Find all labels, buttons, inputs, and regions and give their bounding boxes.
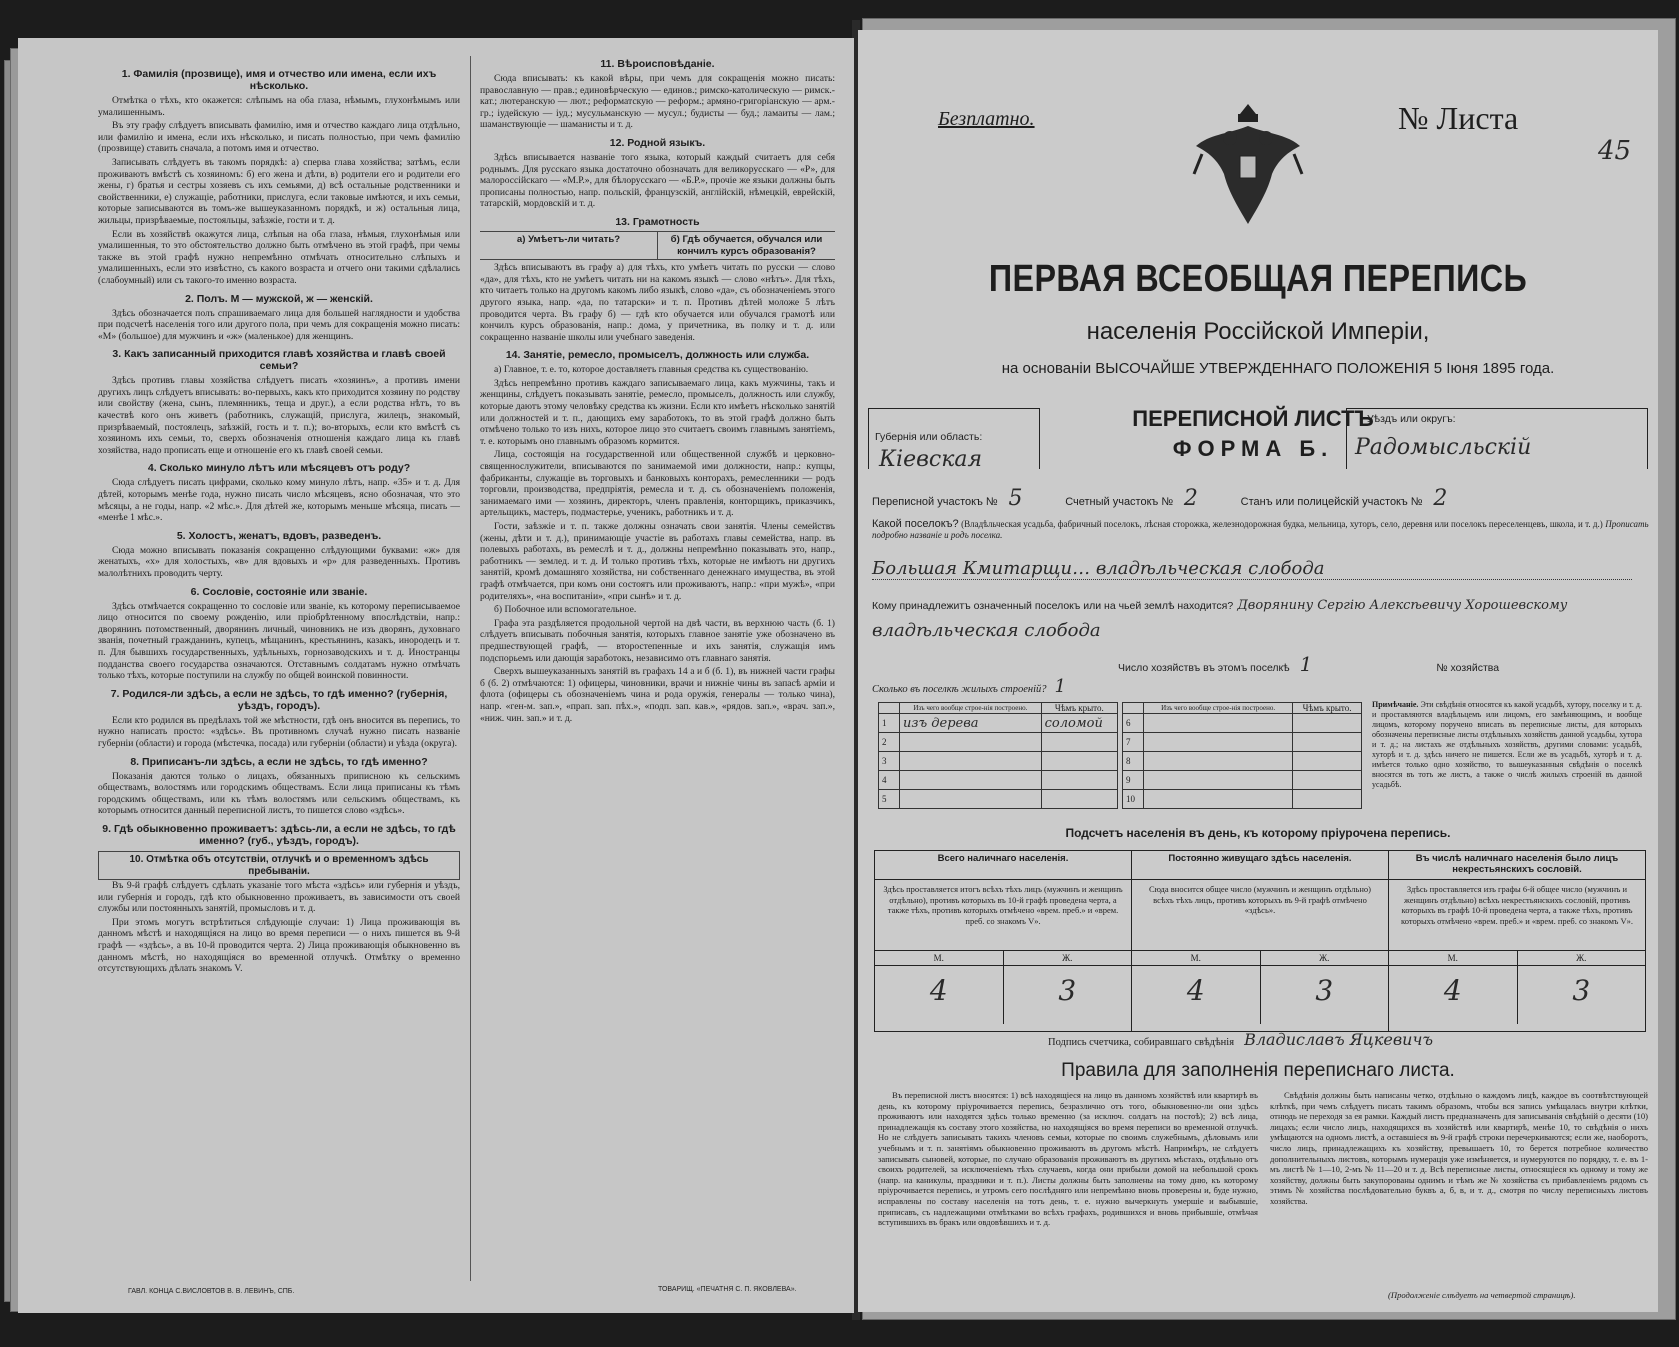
census-subtitle: населенія Россійской Имперіи, <box>1086 318 1430 345</box>
sex-header-row <box>1132 951 1388 966</box>
section-heading: 1. Фамилія (прозвище), имя и отчество или имена, если ихъ нѣсколько. <box>121 68 437 92</box>
households-value[interactable]: 1 <box>1299 652 1313 676</box>
buildings-label: Сколько въ поселкѣ жилыхъ строеній? <box>872 684 1047 695</box>
sex-header-row <box>1389 951 1645 966</box>
rules-right-text: Свѣдѣнія должны быть написаны четко, отдѣльно о каждомъ лицѣ, каждое въ соотвѣтствующей клѣткѣ, при чемъ слѣдуетъ писать такимъ образомъ, чтобы вся запись умѣщалась внутри клѣтки, отнюдь не переходя за ея рамки. Каждый листъ предназначенъ для записыванія свѣдѣній о десяти (10) лицахъ; если число лицъ, находящихся въ хозяйствѣ или квартирѣ, менѣе 10, то свѣдѣнія о нихъ умѣщаются на одномъ листѣ, а оставшіеся въ 9-й графѣ строки перечеркиваются; если же, наоборотъ, число лицъ, принадлежащихъ къ хозяйству, превышаетъ 10, то берется потребное количество дополнительныхъ листовъ, которымъ нумерація уже измѣняется, и нумеруются по порядку, т. е. въ 1-мъ листѣ № 1—10, 2-мъ № 11—20 и т. д. Всѣ переписные листы, относящіеся къ одному и тому же хозяйству, должны быть закупорованы однимъ и тѣмъ же № хозяйства съ прибавленіемъ рядомъ съ этимъ № хозяйства послѣдовательно буквъ а, б, в, и т. д., смотря по числу переписныхъ листовъ хозяйства. <box>1270 1090 1648 1206</box>
signature-value[interactable]: Владиславъ Яцкевичъ <box>1244 1030 1434 1049</box>
instructions-column-1 <box>98 62 460 1272</box>
male-count[interactable]: 4 <box>875 966 1004 1024</box>
rules-title: Правила для заполненія переписнаго листа. <box>1061 1060 1455 1081</box>
section-paragraph: Здѣсь обозначается полъ спрашиваемаго лица для большей наглядности и удобства при подсчетѣ населенія того или другого пола, при чемъ для сокращенія можно писать: «М» (большое) для мужчинъ и «ж» (маленькое) для женщинъ. <box>98 307 460 342</box>
signature-label: Подпись счетчика, собиравшаго свѣдѣнія <box>1048 1037 1235 1048</box>
section-paragraph: Если въ хозяйствѣ окажутся лица, слѣпыя на оба глаза, нѣмыя, глухонѣмыя или умалишенныя, то это обстоятельство должно быть отмѣчено въ этой графѣ, при чемы также въ этой графѣ нужно непремѣнно отмѣчать относительно слѣпыхъ и умалишенныхъ, если это извѣстно, съ какого возраста и отчего они такими сдѣлались (слабоумный) или съ такого-то именно возраста. <box>98 228 460 286</box>
building-roof-cell[interactable] <box>1041 752 1117 771</box>
section-paragraph: Сверхъ вышеуказанныхъ занятій въ графахъ 14 а и б (б. 1), въ нижней части графы б (б. 2) отмѣчаются: 1) офицеры, чиновники, врачи и нижніе чины въ запасѣ арміи и флота (офицеры съ обозначеніемъ чина и рода оружія, генералы — только чина), напр. «ген-м. зап.», «прап. зап. пѣх.», «подп. зап. кав.», «рядов. зап.», «врач. зап.», «ниж. чин. зап.» и т. д. <box>480 666 835 724</box>
province-value[interactable]: Кіевская <box>879 447 983 472</box>
section-heading: 3. Какъ записанный приходится главѣ хозяйства и главѣ своей семьи? <box>112 348 446 373</box>
building-roof-cell[interactable]: соломой <box>1041 714 1117 733</box>
female-count[interactable]: 3 <box>1315 974 1334 1007</box>
section-heading: 13. Грамотность <box>615 215 700 228</box>
building-row <box>879 771 1118 790</box>
building-row-number: 6 <box>1123 714 1144 733</box>
district-box <box>1346 408 1648 469</box>
instructions-page <box>18 38 854 1313</box>
sheet-number-value[interactable]: 45 <box>1598 136 1632 166</box>
owner-value[interactable]: Дворянину Сергію Алексѣевичу Хорошевскому <box>1237 598 1568 613</box>
note-text: Эти свѣдѣнія относятся къ какой усадьбѣ, хутору, поселку и т. д. и проставляются владѣльцемъ или лицомъ, его замѣняющимъ, и вообще лицомъ, которому поручено вписать въ переписные листы, для которыхъ обозначены переписные листы отдѣльныхъ хозяйствъ данной усадьбы, хутора и т. д.; на листахъ же отдѣльныхъ хозяйствъ, другими словами: усадьбѣ, хуторѣ и т. д. здѣсь ничего не пишется. Если же въ усадьбѣ, хуторѣ и т. д. имѣется только одно хозяйство, то вышеуказанныя свѣдѣнія о поселкѣ вносятся въ тотъ же листъ, а также о числѣ жилыхъ строеній въ данной усадьбѣ. <box>1372 700 1642 789</box>
building-row-number: 7 <box>1123 733 1144 752</box>
building-material-cell[interactable] <box>900 771 1042 790</box>
sex-values-row <box>875 966 1131 1024</box>
material-header-right: Изъ чего вообще строе-нія построено. <box>1144 703 1293 714</box>
section-paragraph: Лица, состоящія на государственной или общественной службѣ и церковно-священнослужители, вписываются по занимаемой ими должности, напр.: купцы, фабриканты, служащіе въ торговыхъ и банковыхъ конторахъ, ремесленники — родъ торговли, производства, предпріятія, ремесла и т. д. съ обозначеніемъ положенія, занимаемаго ими — хозяинъ, директоръ, членъ правленія, конторщикъ, приказчикъ, артельщикъ, мастеръ, подмастерье, ученикъ, работникъ и т. д. <box>480 449 835 519</box>
left-footer-1: ГАВЛ. КОНЦА С.ВИСЛОВТОВ В. В. ЛЕВИНЪ, СПБ. <box>128 1288 295 1295</box>
census-area-label: Переписной участокъ № <box>872 496 998 508</box>
building-roof-cell[interactable] <box>1041 790 1117 809</box>
section-heading: 9. Гдѣ обыкновенно проживаетъ: здѣсь-ли, а если не здѣсь, то гдѣ именно? (губ., уѣздъ, городъ). <box>102 822 456 847</box>
section-heading: 6. Сословіе, состояніе или званіе. <box>190 585 368 598</box>
female-header: Ж. <box>1319 953 1330 963</box>
section-heading: 14. Занятіе, ремесло, промыселъ, должность или служба. <box>505 349 810 362</box>
female-count[interactable]: 3 <box>1572 974 1591 1007</box>
building-empty-cell[interactable] <box>1144 790 1293 809</box>
section-paragraph: Здѣсь вписываютъ въ графу а) для тѣхъ, кто умѣетъ читать по русски — слово «да», для тѣхъ, кто не умѣетъ читать ни на какомъ языкѣ — слово «нѣтъ». Для тѣхъ, кто читаетъ только на другомъ какомъ либо языкѣ, слово «да», съ обозначеніемъ этого другого языка, напр. «да, по татарски» и т. п. Противъ дѣтей моложе 5 лѣтъ проводится черта. Въ графу б) — гдѣ кто обучается или обучался грамотѣ или кончилъ курсъ образованія, напр.: дома, у причетника, въ полку и т. д. или сокращенно названіе школы или учебнаго заведенія. <box>480 262 835 343</box>
building-row-number: 10 <box>1123 790 1144 809</box>
buildings-row <box>872 676 1066 697</box>
building-row <box>879 714 1118 733</box>
section-paragraph: Показанія даются только о лицахъ, обязанныхъ приписною къ сельскимъ обществамъ, волостямъ или городскимъ обществамъ. Если лица приписаны къ тѣмъ городскимъ обществамъ, или къ тѣмъ волостямъ или сельскимъ обществамъ, къ которымъ относится данный переписной листъ, то пишется слово «здѣсь». <box>98 770 460 817</box>
census-form-page <box>858 30 1658 1312</box>
building-roof-cell[interactable] <box>1041 733 1117 752</box>
building-empty-cell[interactable] <box>1293 752 1362 771</box>
section-paragraph: Сюда можно вписывать показанія сокращенно слѣдующими буквами: «ж» для женатыхъ, «х» для холостыхъ, «в» для вдовыхъ и «р» для разведенныхъ. Противъ малолѣтнихъ проводить черту. <box>98 544 460 579</box>
section-paragraph: Здѣсь вписывается названіе того языка, который каждый считаетъ для себя роднымъ. Для русскаго языка достаточно обозначать для великорусскаго — «Р», для малороссійскаго — «М.Р.», для бѣлорусскаго — «Б.Р.», прочіе же языки должны быть прописаны полностью, напр. польскій, французскій, англійскій, нѣмецкій, еврейскій, татарскій, мордовскій и т. д. <box>480 151 835 210</box>
building-empty-cell[interactable] <box>1293 733 1362 752</box>
area-numbers-row <box>872 486 1652 511</box>
rules-continued: (Продолженіе слѣдуетъ на четвертой страницѣ). <box>1388 1290 1576 1300</box>
households-label: Число хозяйствъ въ этомъ поселкѣ <box>1118 662 1290 674</box>
building-row <box>1123 752 1362 771</box>
census-area-value[interactable]: 5 <box>1008 486 1023 511</box>
roof-header-right: Чѣмъ крыто. <box>1293 703 1362 714</box>
building-material-cell[interactable] <box>900 752 1042 771</box>
summary-title: Подсчетъ населенія въ день, къ которому пріурочена перепись. <box>1065 826 1451 840</box>
section-heading: 2. Полъ. М — мужской, ж — женскій. <box>185 292 373 305</box>
buildings-table-left <box>878 702 1118 809</box>
buildings-value[interactable]: 1 <box>1054 676 1066 697</box>
building-row-number: 4 <box>879 771 900 790</box>
form-header-box <box>868 402 1648 474</box>
summary-column <box>875 851 1132 1031</box>
buildings-table-header-right <box>1123 703 1362 714</box>
section-paragraph: Здѣсь противъ главы хозяйства слѣдуетъ писать «хозяинъ», а противъ имени другихъ лицъ слѣдуетъ вписывать: во-первыхъ, какъ кто приходится хозяину по родству или свойству (жена, сынъ, племянникъ, теща и друг.), а если родства нѣтъ, то въ качествѣ кого онъ живетъ (работникъ, служащій, прислуга, жилецъ, знакомый, призрѣваемый, постоялецъ, заѣзжій, гость и т. п.); во-вторыхъ, если кто вмѣстѣ съ хозяиномъ ихъ семьи, то, сверхъ обозначенія отношенія каждаго лица къ главѣ хозяйства, надо прописать еще и отношеніе его къ главѣ своей семьи. <box>98 375 460 456</box>
double-headed-eagle-icon <box>1188 94 1308 234</box>
building-row <box>1123 771 1362 790</box>
building-empty-cell[interactable] <box>1293 771 1362 790</box>
buildings-table-header <box>879 703 1118 714</box>
section-paragraph: Графа эта раздѣляется продольной чертой на двѣ части, въ верхнюю часть (б. 1) слѣдуетъ вписывать побочныя занятія, которыхъ главное занятіе уже обозначено въ предшествующей графѣ, — второстепенные и ихъ занятія, служащія имъ подспорьемъ или дающія заработокъ, независимо отъ главнаго занятія. <box>480 617 835 664</box>
section-paragraph: Записывать слѣдуетъ въ такомъ порядкѣ: а) сперва глава хозяйства; затѣмъ, если проживаютъ вмѣстѣ съ хозяиномъ: б) его жена и дѣти, в) родители его и родители его жены, г) братья и сестры хозяевъ съ ихъ семьями, д) всѣ остальные родственники и свойственники, е) служащіе, работники, прислуга, если таковые имѣются, и ихъ семьи, которые записываются въ томъ-же вышеуказанномъ порядкѣ, и ж) остальныя лица, жильцы, призрѣваемые, постояльцы, заѣзжіе, гости и т. д. <box>98 156 460 226</box>
building-empty-cell[interactable] <box>1144 714 1293 733</box>
section-paragraph: Гости, заѣзжіе и т. п. также должны означать свои занятія. Члены семействъ (жены, дѣти и т. д.), принимающіе участіе въ работахъ главы семейства, напр. въ полевыхъ работахъ, въ ремеслѣ и т. д., должны непремѣнно показывать это, напр., работникъ — землед. и т. д. И только противъ тѣхъ, которые не имѣютъ ни другихъ занятій, кромѣ домашняго хозяйства, ни собственнаго денежнаго имущества, въ этой графѣ отмѣчается, при комъ они состоятъ или проживаютъ, напр.: «при мужѣ», «при родителяхъ», «на воспитаніи», «при сынѣ» и т. д. <box>480 521 835 602</box>
building-row <box>879 790 1118 809</box>
building-row-number: 5 <box>879 790 900 809</box>
section-paragraph: Если кто родился въ предѣлахъ той же мѣстности, гдѣ онъ вносится въ перепись, то нужно написать просто: «здѣсь». Въ противномъ случаѣ нужно писать названіе губерніи (области) и города (мѣстечка, посада) или губерніи (области) и уѣзда (округа). <box>98 714 460 749</box>
section-heading: 5. Холостъ, женатъ, вдовъ, разведенъ. <box>176 529 382 542</box>
building-row-number: 8 <box>1123 752 1144 771</box>
building-row-number: 1 <box>879 714 900 733</box>
province-box <box>868 408 1040 472</box>
sex-header-row <box>875 951 1131 966</box>
building-empty-cell[interactable] <box>1144 733 1293 752</box>
sex-values-row <box>1132 966 1388 1024</box>
section-heading: 11. Вѣроисповѣданіе. <box>600 58 715 70</box>
census-basis: на основаніи ВЫСОЧАЙШЕ УТВЕРЖДЕННАГО ПОЛОЖЕНІЯ 5 Іюня 1895 года. <box>1001 360 1555 377</box>
households-row <box>1118 652 1638 676</box>
section-heading: 7. Родился-ли здѣсь, а если не здѣсь, то гдѣ именно? (губернія, уѣздъ, городъ). <box>110 687 448 712</box>
female-header: Ж. <box>1062 953 1073 963</box>
section-paragraph: б) Побочное или вспомогательное. <box>494 604 637 616</box>
material-header: Изъ чего вообще строе-нія построено. <box>900 703 1042 714</box>
form-name: ФОРМА Б. <box>1172 436 1334 461</box>
sheet-number <box>1398 100 1632 166</box>
male-count[interactable]: 4 <box>1132 966 1261 1024</box>
province-label: Губернія или область: <box>875 431 983 443</box>
buildings-table-right <box>1122 702 1362 809</box>
count-area-label: Счетный участокъ № <box>1065 496 1174 508</box>
literacy-subheading: б) Гдѣ обучается, обучался или кончилъ курсъ образованія? <box>670 233 823 257</box>
settlement-hint: (Владѣльческая усадьба, фабричный поселокъ, лѣсная сторожка, железнодорожная будка, мельница, хуторъ, село, деревня или поселокъ переселенцевъ, школа, и т. д.) <box>961 519 1603 529</box>
sex-values-row <box>1389 966 1645 1024</box>
count-area-value[interactable]: 2 <box>1183 486 1198 511</box>
settlement-row <box>872 518 1652 541</box>
household-number-label: № хозяйства <box>1436 662 1500 674</box>
form-title: ПЕРЕПИСНОЙ ЛИСТЪ <box>1132 406 1374 431</box>
column-divider <box>470 56 471 1281</box>
police-label: Станъ или полицейскій участокъ № <box>1240 496 1423 508</box>
settlement-value[interactable]: Большая Кмитарщи… владѣльческая слобода <box>872 558 1632 580</box>
note-title: Примѣчаніе. <box>1372 700 1419 709</box>
free-label: Безплатно. <box>938 108 1035 130</box>
literacy-subheading: а) Умѣетъ-ли читать? <box>480 232 658 259</box>
section-heading: 4. Сколько минуло лѣтъ или мѣсяцевъ отъ роду? <box>147 462 411 475</box>
building-row <box>879 733 1118 752</box>
owner-row <box>872 596 1652 614</box>
settlement-hint-2: Прописать подробно названіе и родъ поселка. <box>872 519 1649 540</box>
sheet-number-label: № Листа <box>1398 100 1519 136</box>
summary-column-head: Всего наличнаго населенія. <box>875 851 1131 880</box>
left-footer-2: ТОВАРИЩ. «ПЕЧАТНЯ С. П. ЯКОВЛЕВА». <box>658 1286 797 1293</box>
census-title: ПЕРВАЯ ВСЕОБЩАЯ ПЕРЕПИСЬ <box>988 258 1528 300</box>
section-paragraph: При этомъ могутъ встрѣтиться слѣдующіе случаи: 1) Лица проживающія въ данномъ мѣстѣ и находящіяся на лицо во время переписи — о нихъ пишется въ 9-й графѣ — «здѣсь», а въ 10-й проводится черта. 2) Лица проживающія обыкновенно въ данномъ мѣстѣ, но находящіяся во временной отлучкѣ. Отмѣтку о временно отсутствующихъ дѣлать знакомъ V. <box>98 916 460 975</box>
male-header: М. <box>1132 951 1261 965</box>
female-header: Ж. <box>1576 953 1587 963</box>
female-count[interactable]: 3 <box>1058 974 1077 1007</box>
population-summary-table <box>874 850 1646 1032</box>
owner-label: Кому принадлежитъ означенный поселокъ или на чьей землѣ находится? <box>872 600 1234 612</box>
instructions-column-2 <box>480 52 835 1270</box>
district-value[interactable]: Радомысльскій <box>1355 435 1532 460</box>
summary-column-text: Здѣсь проставляется итогъ всѣхъ тѣхъ лицъ (мужчинъ и женщинъ отдѣльно), противъ которыхъ въ 10-й графѣ проведена черта, а также тѣхъ, противъ которыхъ отмѣчено «врем. преб.» и «врем. преб. со знакомъ V». <box>875 880 1131 951</box>
building-row-number: 9 <box>1123 771 1144 790</box>
settlement-label: Какой поселокъ? <box>872 518 959 530</box>
building-row <box>1123 714 1362 733</box>
building-material-cell[interactable]: изъ дерева <box>900 714 1042 733</box>
section-paragraph: Въ 9-й графѣ слѣдуетъ сдѣлать указаніе того мѣста «здѣсь» или губернія и уѣздъ, или губернія и городъ, гдѣ кто обыкновенно проживаетъ, въ зависимости отъ своей службы или постоянныхъ занятій, промысловъ и т. д. <box>98 880 460 915</box>
building-empty-cell[interactable] <box>1293 714 1362 733</box>
buildings-note <box>1372 700 1642 790</box>
summary-column-head: Постоянно живущаго здѣсь населенія. <box>1132 851 1388 880</box>
roof-header: Чѣмъ крыто. <box>1041 703 1117 714</box>
building-row <box>879 752 1118 771</box>
summary-column-text: Сюда вносится общее число (мужчинъ и женщинъ отдѣльно) всѣхъ тѣхъ лицъ, противъ которыхъ въ 9-й графѣ отмѣчено «здѣсь». <box>1132 880 1388 951</box>
building-roof-cell[interactable] <box>1041 771 1117 790</box>
section-paragraph: Сюда вписывать: къ какой вѣры, при чемъ для сокращенія можно писать: православную — прав.; единовѣрческую — единов.; римско-католическую — римск.-кат.; лютеранскую — лют.; реформатскую — реформ.; армяно-григоріанскую — арм.-гр.; іудейскую — іуд.; мусульманскую — мусул.; будисты — буд.; ламаиты — лам.; шаманствующіе — шаманисты и т. д. <box>480 73 835 131</box>
male-header: М. <box>1389 951 1518 965</box>
building-material-cell[interactable] <box>900 790 1042 809</box>
summary-column-text: Здѣсь проставляется изъ графы 6-й общее число (мужчинъ и женщинъ отдѣльно) всѣхъ некрестьянскихъ сословій, противъ которыхъ въ графѣ 10-й проведена черта, а также тѣхъ, противъ которыхъ отмѣчено «врем. преб.» и «врем. преб. со знакомъ V». <box>1389 880 1645 951</box>
district-label: Уѣздъ или округъ: <box>1367 413 1456 425</box>
male-count[interactable]: 4 <box>1389 966 1518 1024</box>
building-empty-cell[interactable] <box>1144 752 1293 771</box>
building-empty-cell[interactable] <box>1293 790 1362 809</box>
section-paragraph: Отмѣтка о тѣхъ, кто окажется: слѣпымъ на оба глаза, нѣмымъ, глухонѣмымъ или умалишеннымъ. <box>98 95 460 118</box>
literacy-subheadings <box>480 231 835 260</box>
summary-column <box>1132 851 1389 1031</box>
building-row-number: 3 <box>879 752 900 771</box>
building-empty-cell[interactable] <box>1144 771 1293 790</box>
section-paragraph: Въ эту графу слѣдуетъ вписывать фамилію, имя и отчество каждаго лица отдѣльно, или фамилію и имена, если ихъ нѣсколько, и писать полностью, при чемъ фамилію (прозвище) ставить сначала, а потомъ имя и отчество. <box>98 120 460 155</box>
section-paragraph: Здѣсь отмѣчается сокращенно то сословіе или званіе, къ которому переписываемое лицо относится по своему рожденію, или пріобрѣтенному впослѣдствіи, напр.: дворянинъ потомственный, дворянинъ личный, чиновникъ не изъ дворянъ, духовнаго званія, почетный гражданинъ, купецъ, мѣщанинъ, крестьянинъ, казакъ, инородецъ и т. п. Для бывшихъ государственныхъ, удѣльныхъ, горнозаводскихъ и т. д. Иностранцы подданства своего государства означаются. Отставнымъ солдатамъ нужно отмѣчать только тѣхъ, которые поступили на службу по общей воинской повинности. <box>98 600 460 682</box>
summary-column <box>1389 851 1645 1031</box>
signature-row <box>1048 1030 1433 1050</box>
section-heading: 12. Родной языкъ. <box>609 136 706 149</box>
section-paragraph: а) Главное, т. е. то, которое доставляетъ главныя средства къ существованію. <box>494 364 809 376</box>
owner-value-2[interactable]: владѣльческая слобода <box>872 620 1101 641</box>
male-header: М. <box>875 951 1004 965</box>
rules-left-text: Въ переписной листъ вносятся: 1) всѣ находящіеся на лицо въ данномъ хозяйствѣ или квартирѣ въ день, къ которому пріурочивается перепись, безразлично отъ того, обыкновенно-ли они здѣсь проживаютъ или находятся здѣсь только временно (за исключ. солдатъ на постоѣ); 2) всѣ лица, принадлежащія къ составу этого хозяйства, но находящіяся во время переписи во временной отлучкѣ. Но не слѣдуетъ записывать такихъ членовъ семьи, которые по своимъ служебнымъ, дѣловымъ или учебнымъ и т. п. занятіямъ обыкновенно проживаютъ въ другомъ мѣстѣ. Напримѣръ, не слѣдуетъ записывать сыновей, которые, по случаю образованія проживаютъ въ другихъ мѣстахъ, отдѣльно отъ своихъ родителей, за исключеніемъ тѣхъ случаевъ, когда они прибыли домой на небольшой срокъ (напр. на каникулы, праздники и т. п.). Листы должны быть заполнены на тому дню, къ которому пріурочивается перепись, и утромъ сего послѣдняго или непремѣнно вновь проверены и, буде нужно, исправлены по составу населенія на тотъ день, т. е. нужно вычеркнуть умершіе и выбывшіе, приписавъ, съ надлежащими отмѣтками во всѣхъ графахъ, родившихся и вновь прибывшіе, отмѣчая вступившихъ въ бракъ или овдовѣвшихъ и т. д. <box>878 1090 1258 1228</box>
summary-column-head: Въ числѣ наличнаго населенія было лицъ некрестьянскихъ сословій. <box>1389 851 1645 880</box>
building-material-cell[interactable] <box>900 733 1042 752</box>
police-value[interactable]: 2 <box>1433 486 1448 511</box>
section-paragraph: Здѣсь непремѣнно противъ каждаго записываемаго лица, какъ мужчины, такъ и женщины, слѣдуетъ показывать занятіе, ремесло, промыселъ, должность или службу, которые даютъ этому человѣку средства къ жизни. Если кто имѣетъ нѣсколько занятій или должностей и т. п., дающихъ ему заработокъ, то въ этой графѣ должно быть отмѣчено только то изъ нихъ, которое лицо это считаетъ своимъ главнымъ занятіемъ, т. е. которымъ оно главнымъ образомъ кормится. <box>480 377 835 447</box>
building-row <box>1123 790 1362 809</box>
building-row <box>1123 733 1362 752</box>
building-row-number: 2 <box>879 733 900 752</box>
absence-mark-heading: 10. Отмѣтка объ отсутствіи, отлучкѣ и о временномъ здѣсь пребываніи. <box>98 851 460 880</box>
section-paragraph: Сюда слѣдуетъ писать цифрами, сколько кому минуло лѣтъ, напр. «35» и т. д. Для дѣтей, которымъ менѣе года, нужно писать число мѣсяцевъ, ясно обозначая, что это мѣсяцы, а не годы, напр. «2 мѣс.». Для дѣтей же, которымъ меньше мѣсяца, писать — «менѣе 1 мѣс.». <box>98 477 460 524</box>
section-heading: 8. Приписанъ-ли здѣсь, а если не здѣсь, то гдѣ именно? <box>130 755 428 768</box>
